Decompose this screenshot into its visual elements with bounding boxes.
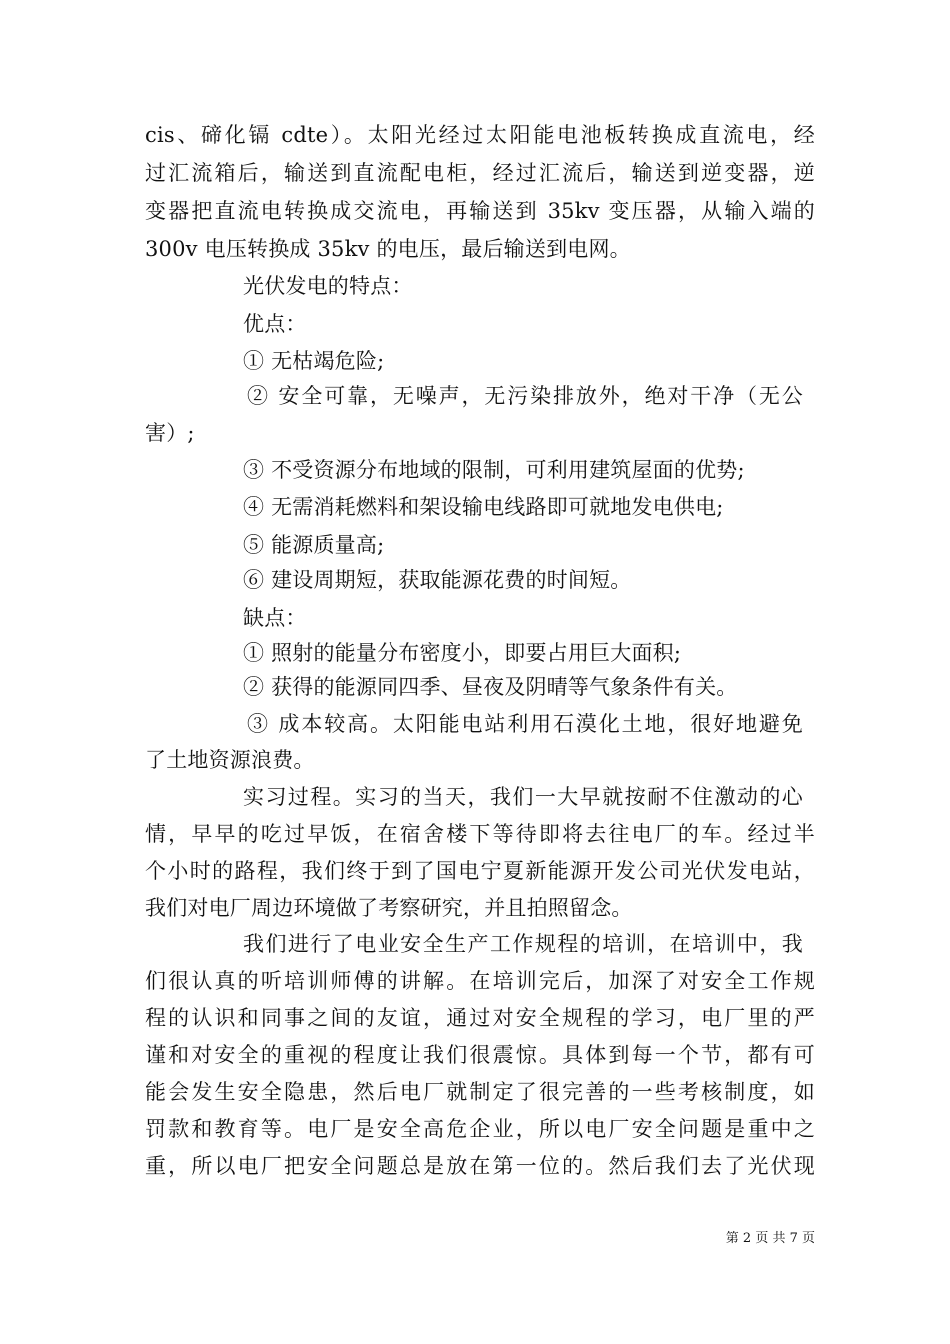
- text-line: 过汇流箱后，输送到直流配电柜，经过汇流后，输送到逆变器，逆: [145, 161, 815, 185]
- list-item: ② 安全可靠，无噪声，无污染排放外，绝对干净（无公: [247, 384, 803, 408]
- text-line: cis、碲化镉 cdte）。太阳光经过太阳能电池板转换成直流电，经: [145, 123, 815, 147]
- paragraph-line: 我们对电厂周边环境做了考察研究，并且拍照留念。: [145, 896, 633, 920]
- subheading-advantages: 优点：: [243, 312, 307, 336]
- text-line: 300v 电压转换成 35kv 的电压，最后输送到电网。: [145, 237, 631, 261]
- paragraph-line: 谨和对安全的重视的程度让我们很震惊。具体到每一个节，都有可: [145, 1043, 815, 1067]
- paragraph-line: 我们进行了电业安全生产工作规程的培训，在培训中，我: [243, 932, 803, 956]
- paragraph-line: 程的认识和同事之间的友谊，通过对安全规程的学习，电厂里的严: [145, 1006, 815, 1030]
- list-item: ① 无枯竭危险;: [243, 349, 385, 373]
- list-item: ③ 成本较高。太阳能电站利用石漠化土地，很好地避免: [247, 712, 803, 736]
- list-item: ② 获得的能源同四季、昼夜及阴晴等气象条件有关。: [243, 675, 738, 699]
- section-heading: 光伏发电的特点：: [243, 274, 413, 298]
- paragraph-line: 情，早早的吃过早饭，在宿舍楼下等待即将去往电厂的车。经过半: [145, 822, 815, 846]
- page-number-footer: 第 2 页 共 7 页: [725, 1231, 815, 1246]
- list-item: ⑤ 能源质量高;: [243, 533, 385, 557]
- list-item: ④ 无需消耗燃料和架设输电线路即可就地发电供电;: [243, 495, 724, 519]
- list-item: ① 照射的能量分布密度小，即要占用巨大面积;: [243, 641, 682, 665]
- paragraph-line: 个小时的路程，我们终于到了国电宁夏新能源开发公司光伏发电站，: [145, 859, 815, 883]
- paragraph-line: 罚款和教育等。电厂是安全高危企业，所以电厂安全问题是重中之: [145, 1117, 815, 1141]
- text-line: 了土地资源浪费。: [145, 748, 315, 772]
- list-item: ⑥ 建设周期短，获取能源花费的时间短。: [243, 568, 632, 592]
- paragraph-line: 重，所以电厂把安全问题总是放在第一位的。然后我们去了光伏现: [145, 1154, 815, 1178]
- paragraph-line: 实习过程。实习的当天，我们一大早就按耐不住激动的心: [243, 785, 803, 809]
- subheading-disadvantages: 缺点：: [243, 606, 307, 630]
- paragraph-line: 能会发生安全隐患，然后电厂就制定了很完善的一些考核制度，如: [145, 1080, 815, 1104]
- list-item: ③ 不受资源分布地域的限制，可利用建筑屋面的优势;: [243, 458, 745, 482]
- paragraph-line: 们很认真的听培训师傅的讲解。在培训完后，加深了对安全工作规: [145, 969, 815, 993]
- text-line: 变器把直流电转换成交流电，再输送到 35kv 变压器，从输入端的: [145, 199, 815, 223]
- text-line: 害）;: [145, 421, 195, 445]
